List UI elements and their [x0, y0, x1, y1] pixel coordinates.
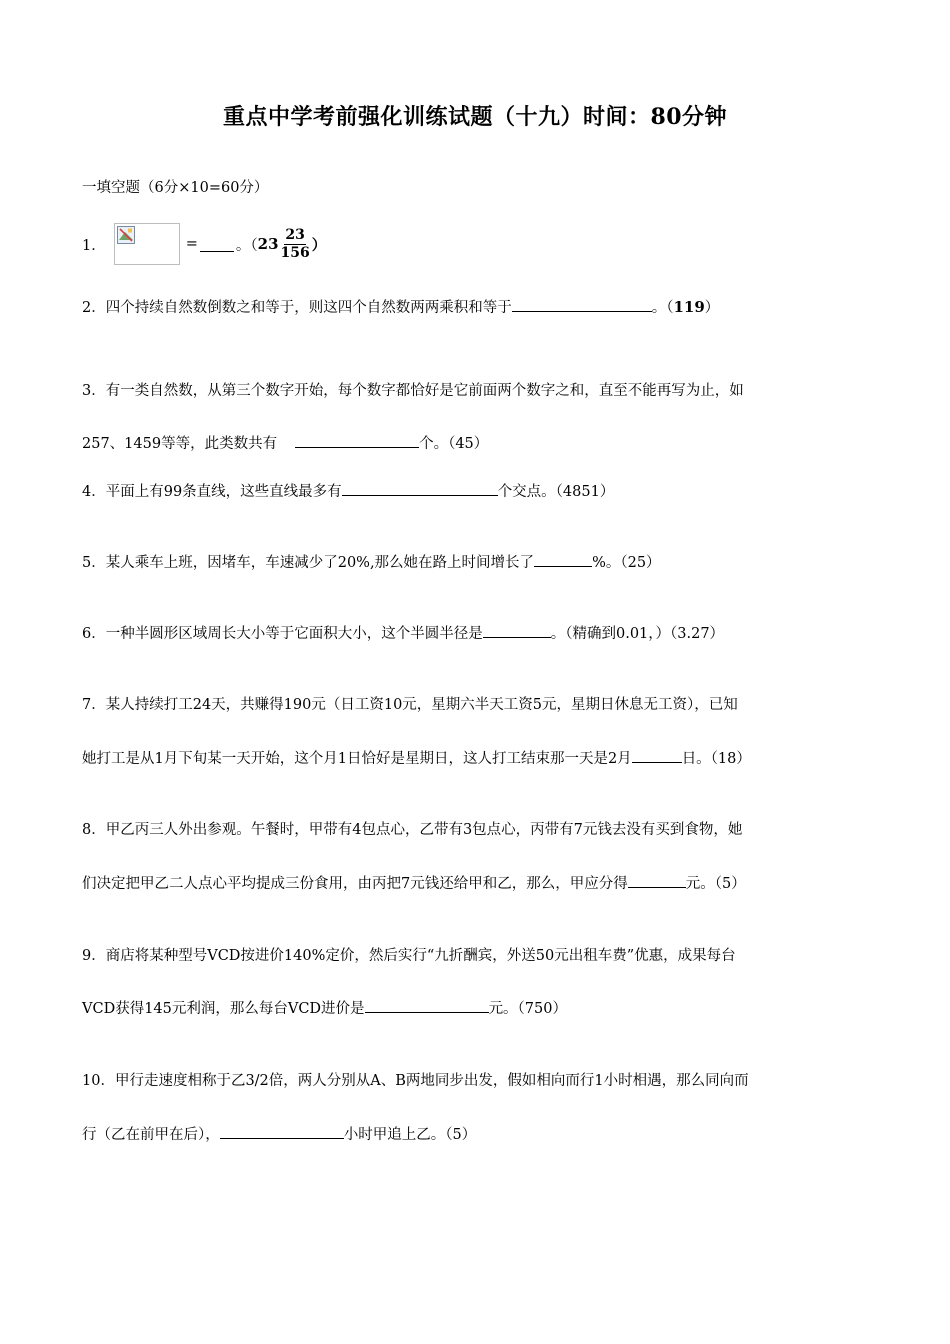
section-header: 一填空题（6分×10=60分） [82, 180, 269, 196]
answer-value: 119 [673, 298, 705, 316]
question-text: 6．一种半圆形区域周长大小等于它面积大小，这个半圆半径是 [82, 626, 483, 642]
after-blank-text: 。（ [235, 237, 258, 254]
question-6 [82, 622, 724, 643]
after-blank-text: 个。（45） [419, 436, 489, 452]
after-blank-text: 个交点。（4851） [497, 484, 615, 500]
after-blank-text: 元。（750） [488, 1001, 567, 1017]
answer-blank-3 [295, 433, 419, 448]
answer-blank-10 [220, 1124, 344, 1139]
question-9-line-1: 9．商店将某种型号VCD按进价140%定价，然后实行“九折酬宾，外送50元出租车费”优惠，成果每台 [82, 948, 736, 964]
answer-blank-6 [483, 623, 551, 638]
question-10-line-1: 10．甲行走速度相称于乙3/2倍，两人分别从A、B两地同步出发，假如相向而行1小时相遇，那么同向而 [82, 1073, 749, 1089]
question-text: 行（乙在前甲在后）， [82, 1127, 220, 1143]
page-title: 重点中学考前强化训练试题（十九）时间：80分钟 [222, 104, 728, 130]
answer-blank-9 [365, 998, 489, 1013]
answer-blank-7 [632, 748, 682, 763]
question-text: 她打工是从1月下旬某一天开始，这个月1日恰好是星期日，这人打工结束那一天是2月 [82, 751, 632, 767]
question-3-line-2 [82, 432, 488, 453]
answer-mixed-number [258, 227, 312, 262]
question-5 [82, 551, 661, 572]
after-blank-text: 日。（18） [681, 751, 751, 767]
question-1 [82, 223, 326, 265]
question-text: 5．某人乘车上班，因堵车，车速减少了20%,那么她在路上时间增长了 [82, 555, 535, 571]
question-8-line-1: 8．甲乙丙三人外出参观。午餐时，甲带有4包点心，乙带有3包点心，丙带有7元钱去没有买到食物，她 [82, 822, 743, 838]
answer-fraction [281, 227, 310, 262]
answer-blank-1 [200, 237, 234, 252]
question-text: 们决定把甲乙二人点心平均提成三份食用，由丙把7元钱还给甲和乙，那么，甲应分得 [82, 876, 628, 892]
question-text: VCD获得145元利润，那么每台VCD进价是 [82, 1001, 365, 1017]
answer-blank-2 [512, 297, 652, 312]
question-8-line-2 [82, 872, 746, 893]
question-9-line-2 [82, 997, 567, 1018]
question-text: 257、1459等等，此类数共有 [82, 436, 278, 452]
question-number: 1． [82, 237, 106, 254]
answer-whole: 23 [257, 235, 279, 253]
after-blank-text: 。（精确到0.01，）（3.27） [550, 626, 725, 642]
answer-blank-4 [342, 481, 498, 496]
close-paren: ） [311, 236, 327, 254]
equals-sign: = [185, 236, 198, 252]
after-blank-text: 元。（5） [685, 876, 746, 892]
fraction-numerator: 23 [285, 226, 305, 243]
question-10-line-2 [82, 1123, 476, 1144]
question-text: 2．四个持续自然数倒数之和等于，则这四个自然数两两乘积和等于 [82, 300, 512, 316]
broken-image-icon [114, 223, 180, 265]
question-3-line-1: 3．有一类自然数，从第三个数字开始，每个数字都恰好是它前面两个数字之和，直至不能再写为止，如 [82, 383, 744, 399]
question-4 [82, 480, 614, 501]
question-7-line-2 [82, 747, 751, 768]
after-blank-text: %。（25） [592, 555, 661, 571]
question-7-line-1: 7．某人持续打工24天，共赚得190元（日工资10元，星期六半天工资5元，星期日休息无工资），已知 [82, 697, 738, 713]
fraction-denominator: 156 [280, 244, 310, 261]
close-paren: ） [704, 300, 720, 316]
answer-blank-5 [534, 552, 592, 567]
question-text: 4．平面上有99条直线，这些直线最多有 [82, 484, 342, 500]
after-blank-text: 。（ [651, 300, 674, 316]
question-2 [82, 296, 719, 317]
after-blank-text: 小时甲追上乙。（5） [343, 1127, 477, 1143]
answer-blank-8 [628, 873, 686, 888]
